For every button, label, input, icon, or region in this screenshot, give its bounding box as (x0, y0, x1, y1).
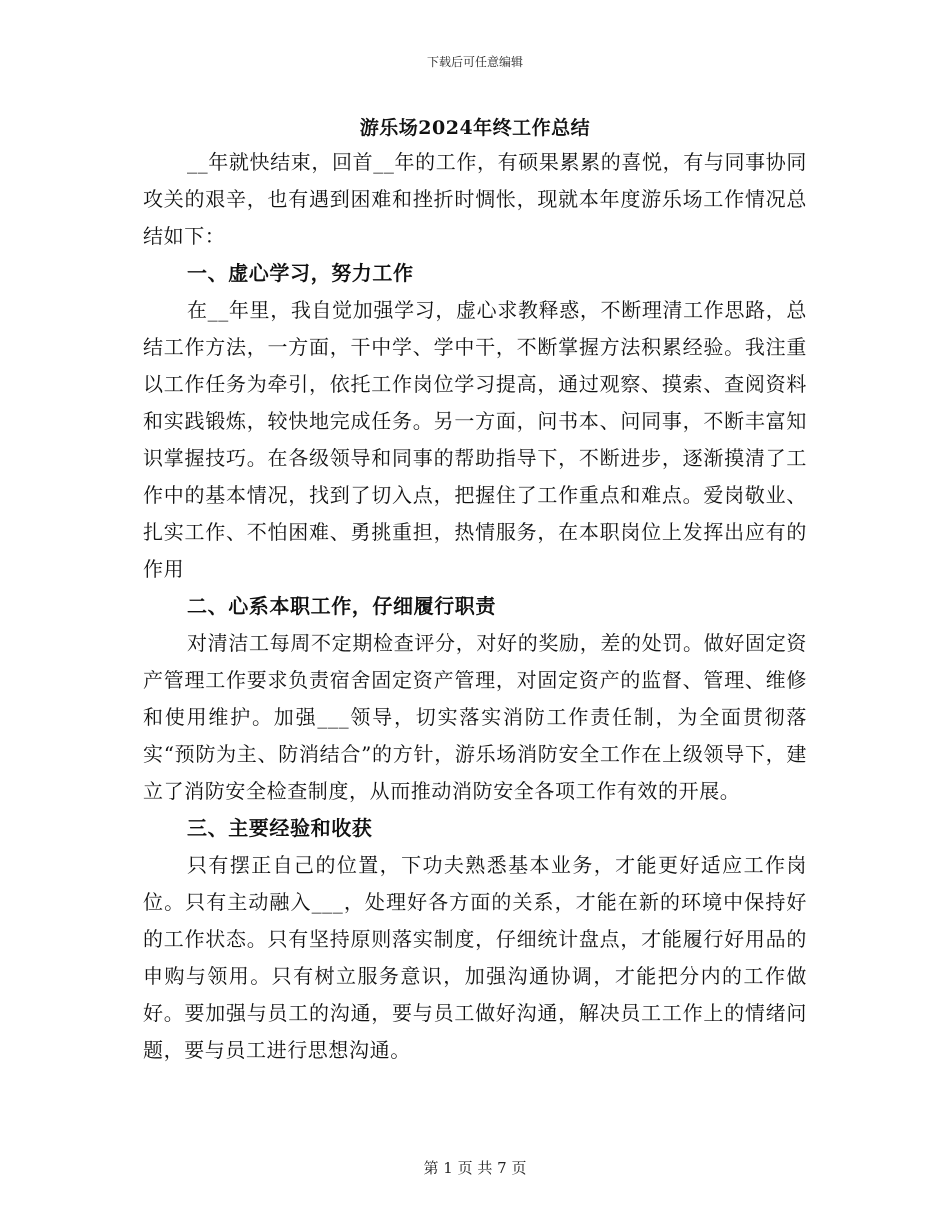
section-heading-1: 一、虚心学习，努力工作 (187, 261, 414, 285)
section-heading-2: 二、心系本职工作，仔细履行职责 (187, 594, 496, 618)
section-3-paragraph: 只有摆正自己的位置，下功夫熟悉基本业务，才能更好适应工作岗位。只有主动融入___，处理好各方面的关系，才能在新的环境中保持好的工作状态。只有坚持原则落实制度，仔细统计盘点，才能履行好用品的申购与领用。只有树立服务意识，加强沟通协调，才能把分内的工作做好。要加强与员工的沟通，要与员工做好沟通，解决员工工作上的情绪问题，要与员工进行思想沟通。 (143, 853, 807, 1062)
intro-paragraph: __年就快结束，回首__年的工作，有硕果累累的喜悦，有与同事协同攻关的艰辛，也有遇到困难和挫折时惆怅，现就本年度游乐场工作情况总结如下： (143, 150, 807, 248)
section-1-paragraph: 在__年里，我自觉加强学习，虚心求教释惑，不断理清工作思路，总结工作方法，一方面，干中学、学中干，不断掌握方法积累经验。我注重以工作任务为牵引，依托工作岗位学习提高，通过观察、摸索、查阅资料和实践锻炼，较快地完成任务。另一方面，问书本、问同事，不断丰富知识掌握技巧。在各级领导和同事的帮助指导下，不断进步，逐渐摸清了工作中的基本情况，找到了切入点，把握住了工作重点和难点。爱岗敬业、扎实工作、不怕困难、勇挑重担，热情服务，在本职岗位上发挥出应有的作用 (143, 298, 807, 581)
document-title: 游乐场2024年终工作总结 (359, 117, 591, 139)
section-heading-3: 三、主要经验和收获 (187, 816, 373, 840)
document-body (143, 144, 807, 1069)
section-2-paragraph: 对清洁工每周不定期检查评分，对好的奖励，差的处罚。做好固定资产管理工作要求负责宿舍固定资产管理，对固定资产的监督、管理、维修和使用维护。加强___领导，切实落实消防工作责任制，为全面贯彻落实“预防为主、防消结合”的方针，游乐场消防安全工作在上级领导下，建立了消防安全检查制度，从而推动消防安全各项工作有效的开展。 (143, 631, 807, 803)
page-number-footer: 第 1 页 共 7 页 (423, 1159, 527, 1177)
header-note: 下载后可任意编辑 (426, 55, 523, 69)
